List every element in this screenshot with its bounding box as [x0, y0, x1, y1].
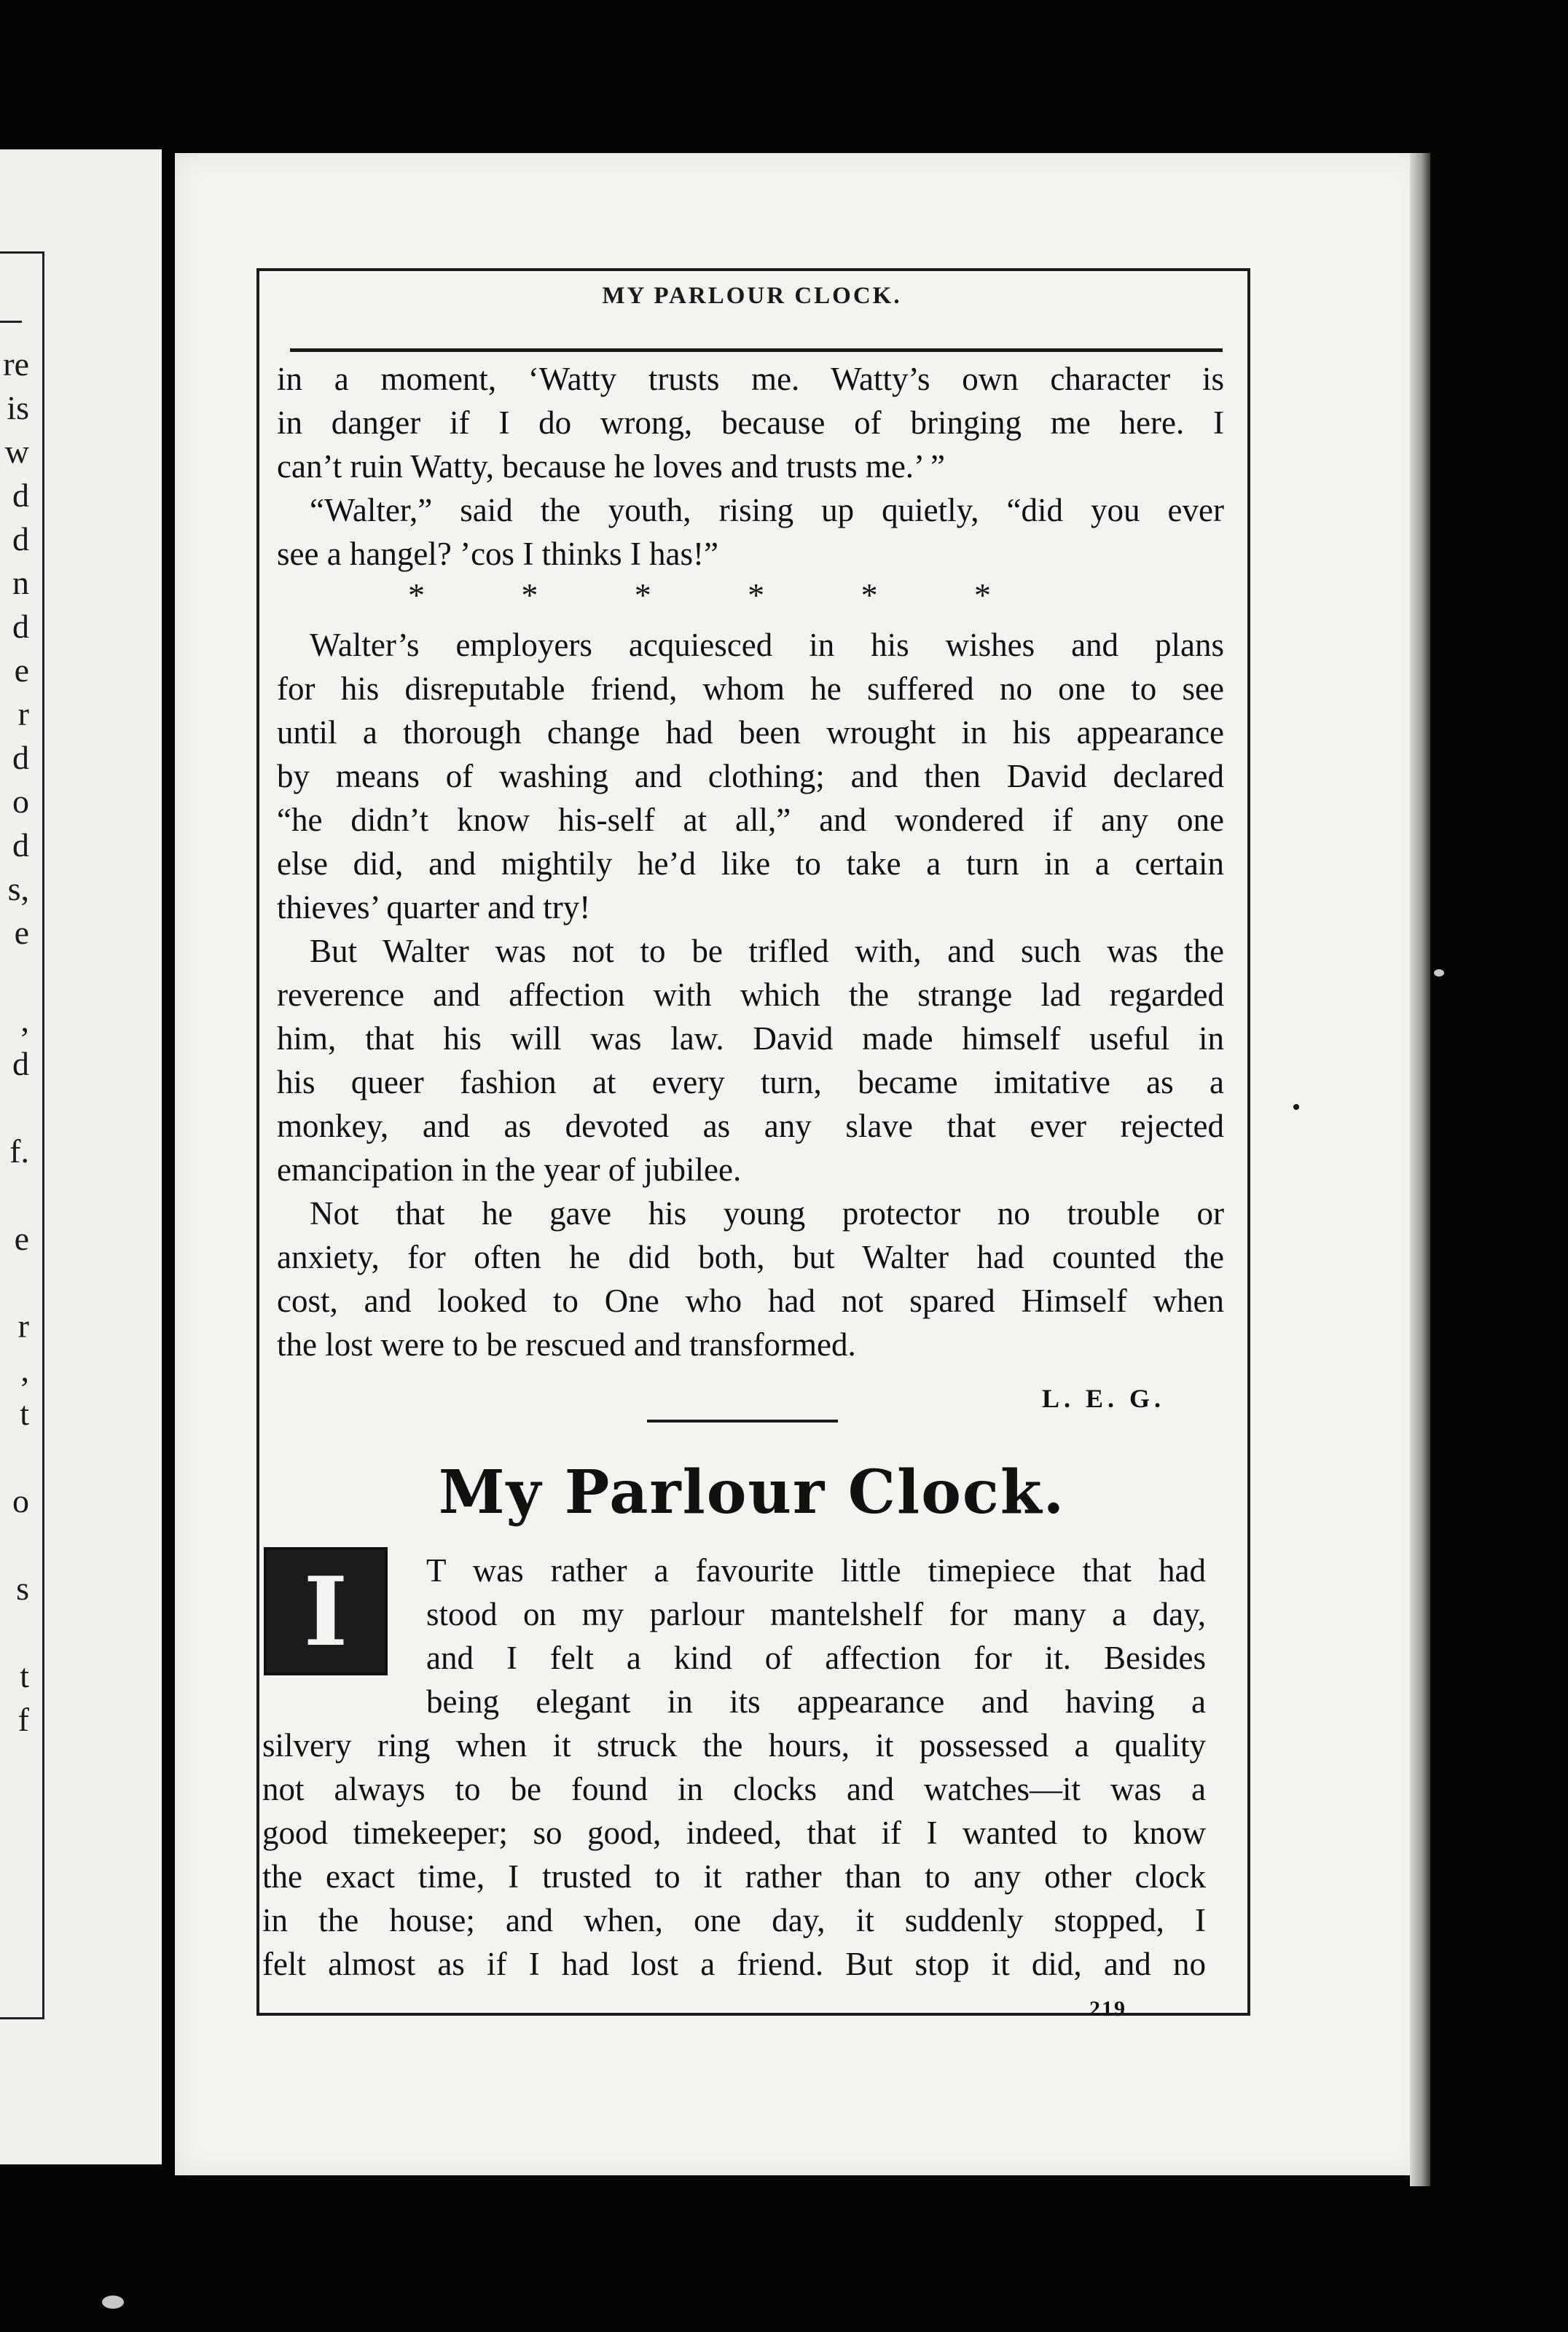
dust-speck — [102, 2296, 124, 2309]
text-line: and I felt a kind of affection for it. Besides — [426, 1640, 1206, 1676]
text-line: emancipation in the year of jubilee. — [277, 1151, 742, 1188]
text-line: But Walter was not to be trifled with, and such was the — [310, 933, 1224, 969]
text-block-story-end — [277, 623, 1224, 1366]
text-line: silvery ring when it struck the hours, it possessed a quality — [262, 1727, 1206, 1764]
previous-page-fragment: is — [7, 389, 29, 426]
previous-page-fragment — [0, 1261, 29, 1304]
asterisk: * — [408, 576, 425, 614]
text-line: good timekeeper; so good, indeed, that if I wanted to know — [262, 1815, 1206, 1851]
drop-cap-letter: I — [303, 1555, 348, 1667]
text-line: for his disreputable friend, whom he suffered no one to see — [277, 670, 1224, 707]
previous-page-fragment: e — [14, 914, 29, 951]
running-head: MY PARLOUR CLOCK. — [602, 283, 902, 309]
previous-page-fragment: d — [12, 608, 29, 645]
paragraph — [277, 357, 1224, 488]
previous-page-fragment: n — [12, 564, 29, 601]
section-break-asterisks — [408, 576, 991, 614]
text-line: reverence and affection with which the strange lad regarded — [277, 977, 1224, 1013]
asterisk: * — [861, 576, 878, 614]
text-line: “Walter,” said the youth, rising up quietly, “did you ever — [310, 492, 1224, 528]
previous-page-fragment: d — [12, 739, 29, 776]
previous-page-text-fragments — [0, 343, 29, 1742]
asterisk: * — [521, 576, 538, 614]
text-line: in danger if I do wrong, because of bringing me here. I — [277, 404, 1224, 441]
page-edge — [1410, 153, 1430, 2186]
dust-speck — [1434, 969, 1444, 977]
previous-page-fragment — [0, 1523, 29, 1567]
text-line: him, that his will was law. David made himself useful in — [277, 1020, 1224, 1057]
article-title: My Parlour Clock. — [438, 1458, 1066, 1527]
text-line: monkey, and as devoted as any slave that ever rejected — [277, 1108, 1224, 1144]
drop-cap — [264, 1547, 388, 1675]
previous-page-fragment: r — [17, 1307, 29, 1345]
text-line: anxiety, for often he did both, but Walter had counted the — [277, 1239, 1224, 1275]
text-line: can’t ruin Watty, because he loves and trusts me.’ ” — [277, 448, 945, 485]
text-line: not always to be found in clocks and watches—it was a — [262, 1771, 1206, 1807]
text-line: “he didn’t know his-self at all,” and wondered if any one — [277, 802, 1224, 838]
previous-page-fragment: t — [20, 1395, 29, 1432]
previous-page-fragment: e — [14, 1220, 29, 1257]
previous-page-fragment: d — [12, 826, 29, 864]
previous-page-fragment: s, — [7, 870, 29, 907]
previous-page-fragment: , — [20, 1001, 29, 1038]
text-line: his queer fashion at every turn, became imitative as a — [277, 1064, 1224, 1100]
text-line: by means of washing and clothing; and then David declared — [277, 758, 1224, 794]
previous-page-fragment: , — [20, 1351, 29, 1388]
text-line: the lost were to be rescued and transformed. — [277, 1326, 856, 1363]
author-signature: L. E. G. — [1042, 1384, 1166, 1413]
asterisk: * — [634, 576, 651, 614]
previous-page-fragment: w — [4, 433, 29, 470]
previous-page-fragment: d — [12, 520, 29, 557]
previous-page-fragment — [0, 1086, 29, 1130]
section-divider-rule — [647, 1420, 838, 1423]
header-rule — [290, 348, 1223, 352]
text-line: felt almost as if I had lost a friend. But stop it did, and no — [262, 1946, 1206, 1982]
text-line: stood on my parlour mantelshelf for many a day, — [426, 1596, 1206, 1632]
previous-page-fragment — [0, 1611, 29, 1654]
previous-page-fragment: t — [20, 1657, 29, 1694]
article-text — [262, 1723, 1206, 1986]
previous-page-fragment — [0, 1173, 29, 1217]
text-line: cost, and looked to One who had not spared Himself when — [277, 1283, 1224, 1319]
previous-page-fragment: re — [3, 345, 29, 383]
paragraph — [277, 488, 1224, 576]
asterisk: * — [973, 576, 991, 614]
previous-page-fragment: r — [17, 695, 29, 732]
page-number: 219 — [1089, 1997, 1126, 2021]
previous-page-fragment: d — [12, 1045, 29, 1082]
previous-page-fragment: f. — [9, 1132, 29, 1170]
text-line: else did, and mightily he’d like to take a turn in a certain — [277, 845, 1224, 882]
previous-page-rule — [0, 321, 22, 323]
paragraph — [277, 929, 1224, 1192]
article-text-indented — [426, 1549, 1206, 1723]
paragraph — [277, 623, 1224, 929]
previous-page-fragment — [0, 1436, 29, 1479]
previous-page-fragment: o — [12, 783, 29, 820]
previous-page-fragment — [0, 955, 29, 998]
text-line: Walter’s employers acquiesced in his wishes and plans — [310, 627, 1224, 663]
previous-page-fragment: o — [12, 1482, 29, 1519]
text-line: being elegant in its appearance and having a — [426, 1683, 1206, 1720]
text-block-top — [277, 357, 1224, 576]
text-line: thieves’ quarter and try! — [277, 889, 591, 926]
text-line: see a hangel? ’cos I thinks I has!” — [277, 536, 719, 572]
previous-page-fragment: f — [17, 1701, 29, 1738]
text-line: in the house; and when, one day, it suddenly stopped, I — [262, 1902, 1206, 1938]
previous-page-fragment: d — [12, 477, 29, 514]
previous-page-fragment: s — [16, 1570, 29, 1607]
text-line: until a thorough change had been wrought in his appearance — [277, 714, 1224, 751]
previous-page-fragment: e — [14, 652, 29, 689]
ink-speck — [1293, 1104, 1299, 1110]
text-line: T was rather a favourite little timepiece that had — [426, 1552, 1206, 1589]
text-line: in a moment, ‘Watty trusts me. Watty’s own character is — [277, 361, 1224, 397]
text-line: Not that he gave his young protector no trouble or — [310, 1195, 1224, 1232]
paragraph — [277, 1192, 1224, 1366]
asterisk: * — [748, 576, 765, 614]
text-line: the exact time, I trusted to it rather than to any other clock — [262, 1858, 1206, 1895]
